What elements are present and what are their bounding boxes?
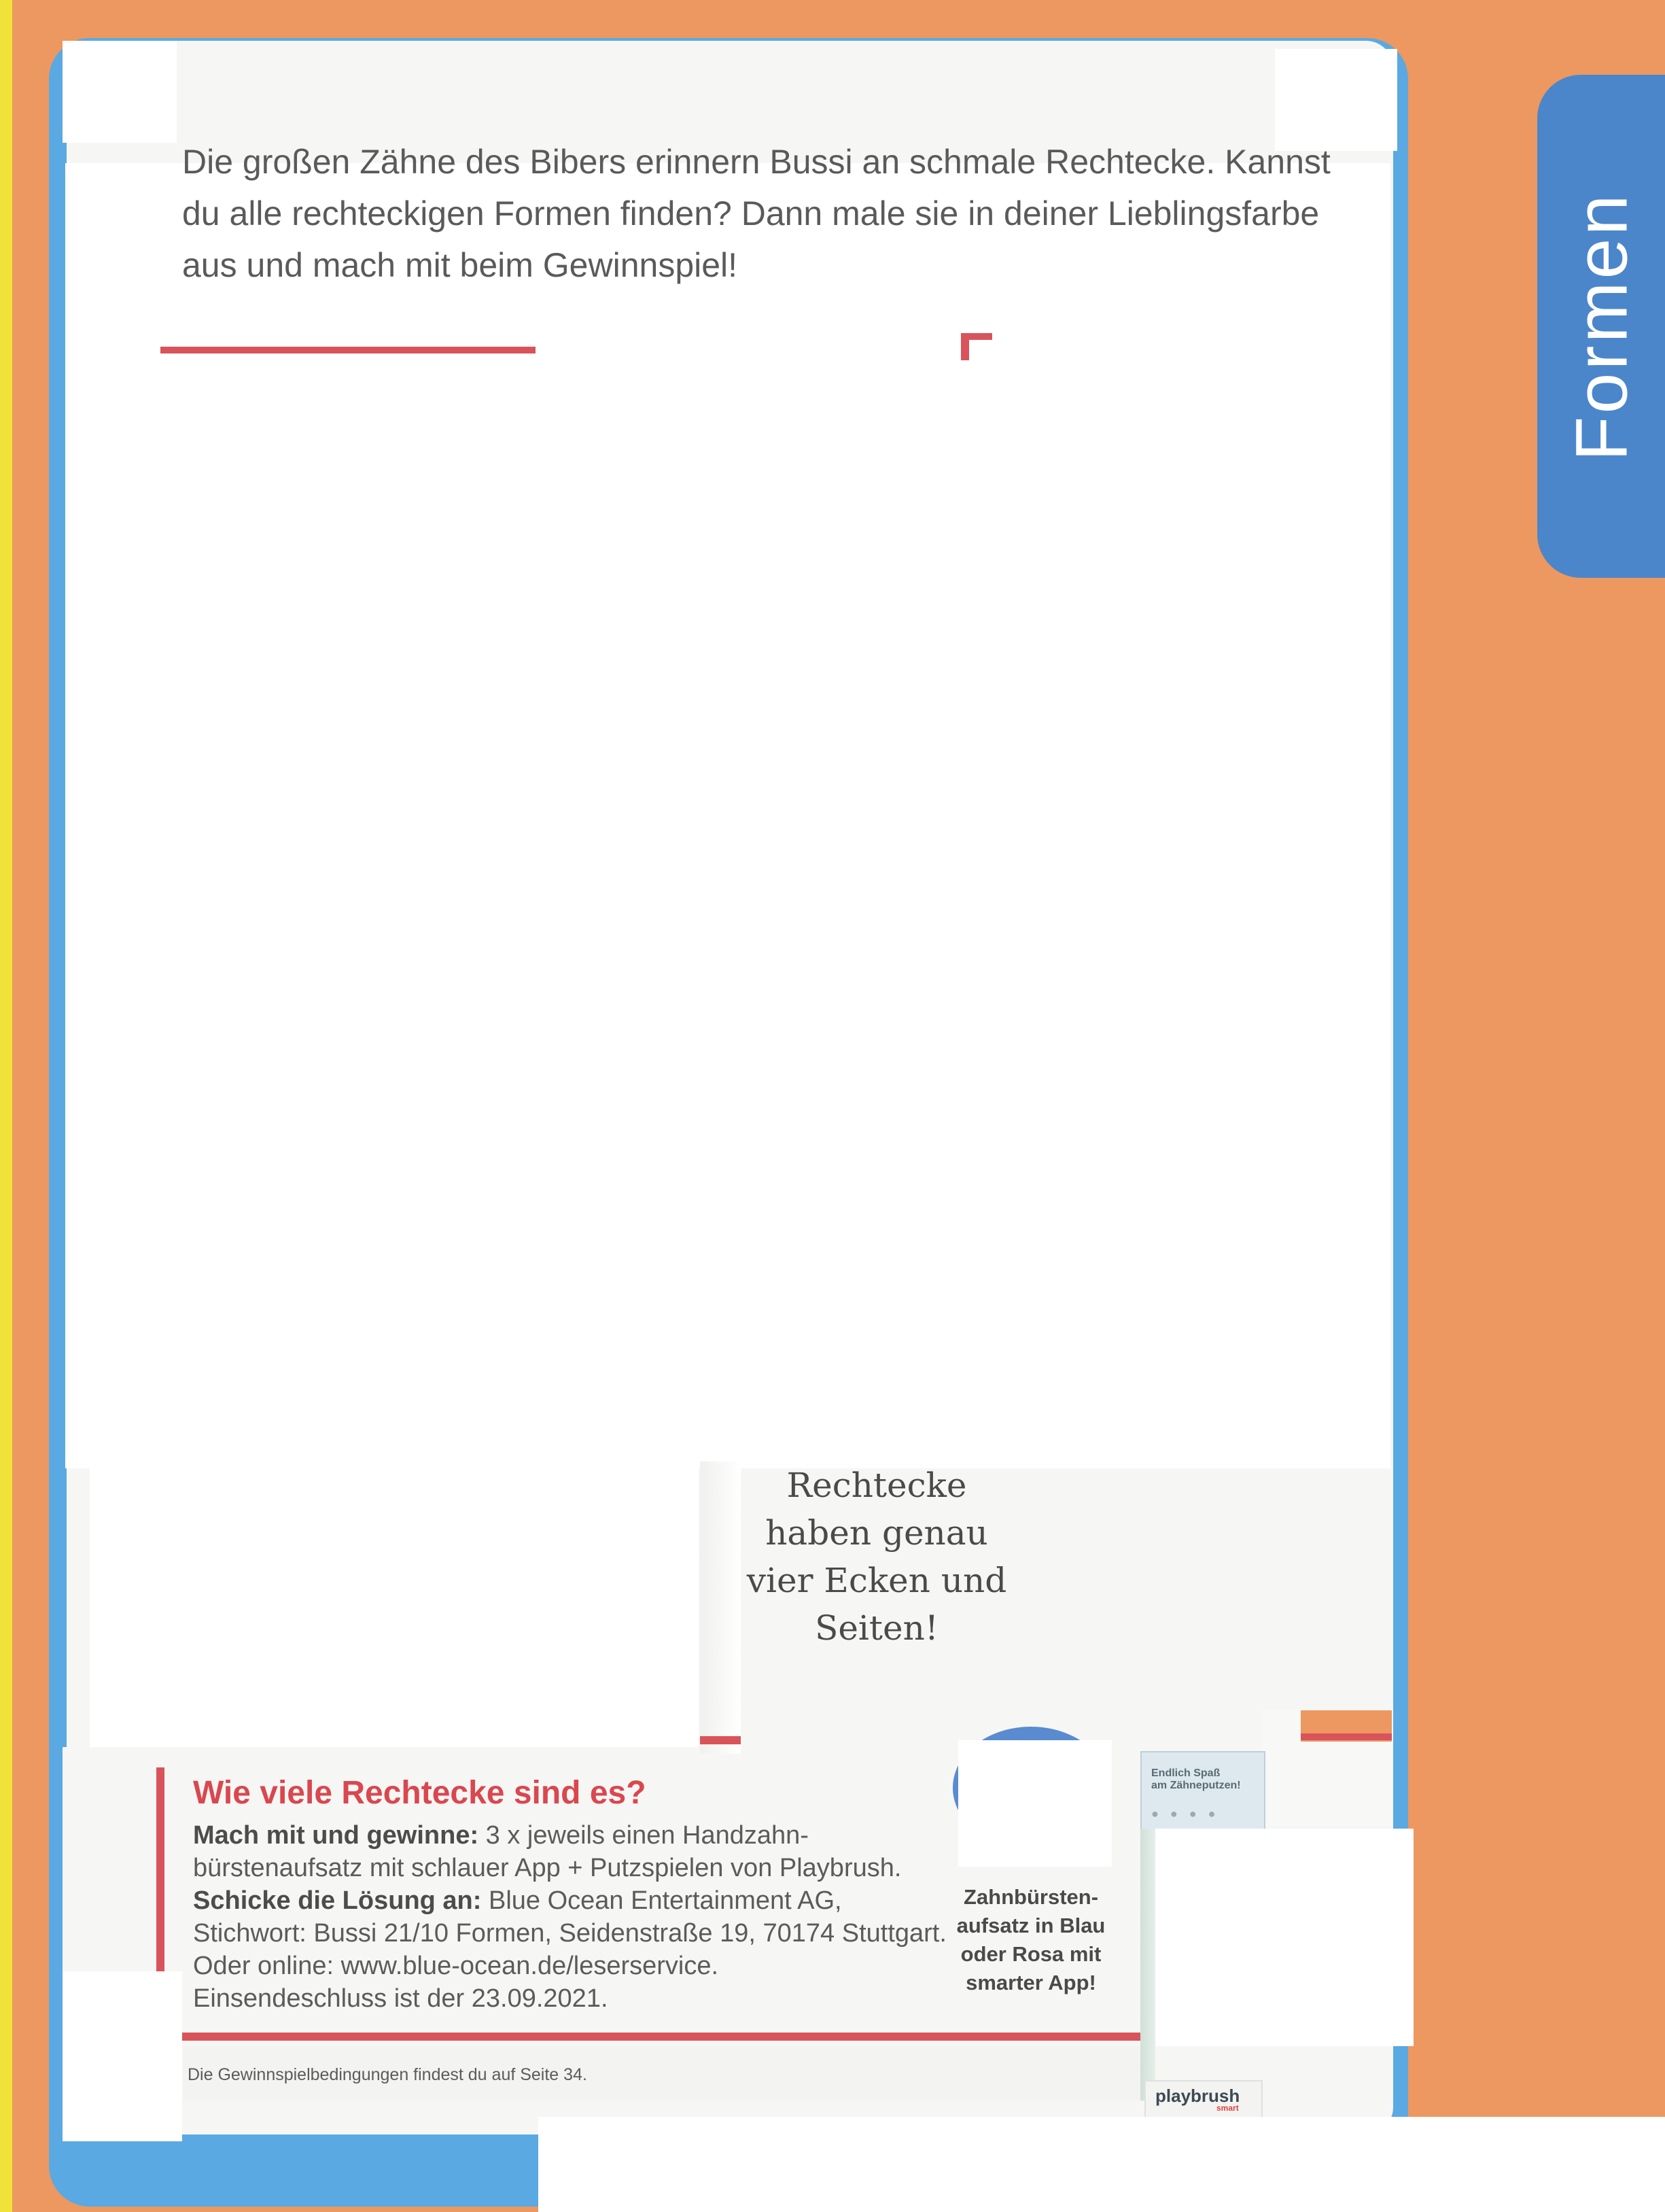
speech-line: Rechtecke bbox=[786, 1466, 967, 1505]
contest-line: Schicke die Lösung an: Blue Ocean Entertainment AG, bbox=[193, 1886, 842, 1915]
contest-line: bürstenaufsatz mit schlauer App + Putzspielen von Playbrush. bbox=[193, 1854, 902, 1882]
corner-decoration-line bbox=[1301, 1733, 1392, 1740]
intro-line: Die großen Zähne des Bibers erinnern Bussi an schmale Rechtecke. Kannst bbox=[182, 143, 1331, 181]
product-icons: ● ● ● ● bbox=[1151, 1807, 1220, 1820]
contest-line: Mach mit und gewinne: 3 x jeweils einen Handzahn- bbox=[193, 1821, 809, 1850]
mask bbox=[538, 2117, 1665, 2212]
brand-sub: smart bbox=[1216, 2103, 1239, 2113]
intro-text bbox=[182, 136, 1392, 291]
prize-caption: Zahnbürsten- aufsatz in Blau oder Rosa mit smarter App! bbox=[956, 1885, 1106, 1994]
brand-name: playbrush bbox=[1155, 2086, 1240, 2106]
mask bbox=[63, 41, 177, 143]
red-divider bbox=[700, 1736, 741, 1744]
conditions-note: Die Gewinnspielbedingungen findest du auf Seite 34. bbox=[188, 2065, 587, 2084]
product-box-side bbox=[1140, 1829, 1155, 2101]
contest-deadline: Einsendeschluss ist der 23.09.2021. bbox=[193, 1984, 608, 2013]
intro-line: aus und mach mit beim Gewinnspiel! bbox=[182, 246, 738, 284]
contest-body bbox=[193, 1819, 981, 2015]
contest-line: Stichwort: Bussi 21/10 Formen, Seidenstraße 19, 70174 Stuttgart. bbox=[193, 1919, 947, 1948]
contest-left-margin bbox=[63, 1747, 156, 1971]
speech-bubble bbox=[741, 1462, 1013, 1747]
product-box-text: Endlich Spaß am Zähneputzen! bbox=[1151, 1767, 1241, 1791]
speech-line: vier Ecken und bbox=[746, 1561, 1007, 1600]
speech-line: haben genau bbox=[765, 1513, 988, 1553]
puzzle-area bbox=[65, 163, 1390, 1468]
product-box bbox=[1140, 1751, 1265, 1835]
contest-title: Wie viele Rechtecke sind es? bbox=[193, 1775, 646, 1811]
illustration-area bbox=[90, 1462, 699, 1747]
section-tab-label: Formen bbox=[1560, 191, 1643, 462]
intro-line: du alle rechteckigen Formen finden? Dann male sie in deiner Lieblingsfarbe bbox=[182, 194, 1320, 232]
red-corner-mark bbox=[961, 333, 992, 360]
yellow-edge bbox=[0, 0, 12, 2212]
mask bbox=[63, 1971, 182, 2141]
speech-bubble-edge bbox=[700, 1462, 741, 1754]
speech-line: Seiten! bbox=[815, 1608, 939, 1648]
red-divider bbox=[182, 2033, 1142, 2041]
mask bbox=[1155, 1829, 1414, 2046]
red-divider bbox=[160, 347, 536, 353]
contest-online[interactable]: Oder online: www.blue-ocean.de/leserservice. bbox=[193, 1952, 719, 1980]
prize-image bbox=[958, 1740, 1112, 1867]
